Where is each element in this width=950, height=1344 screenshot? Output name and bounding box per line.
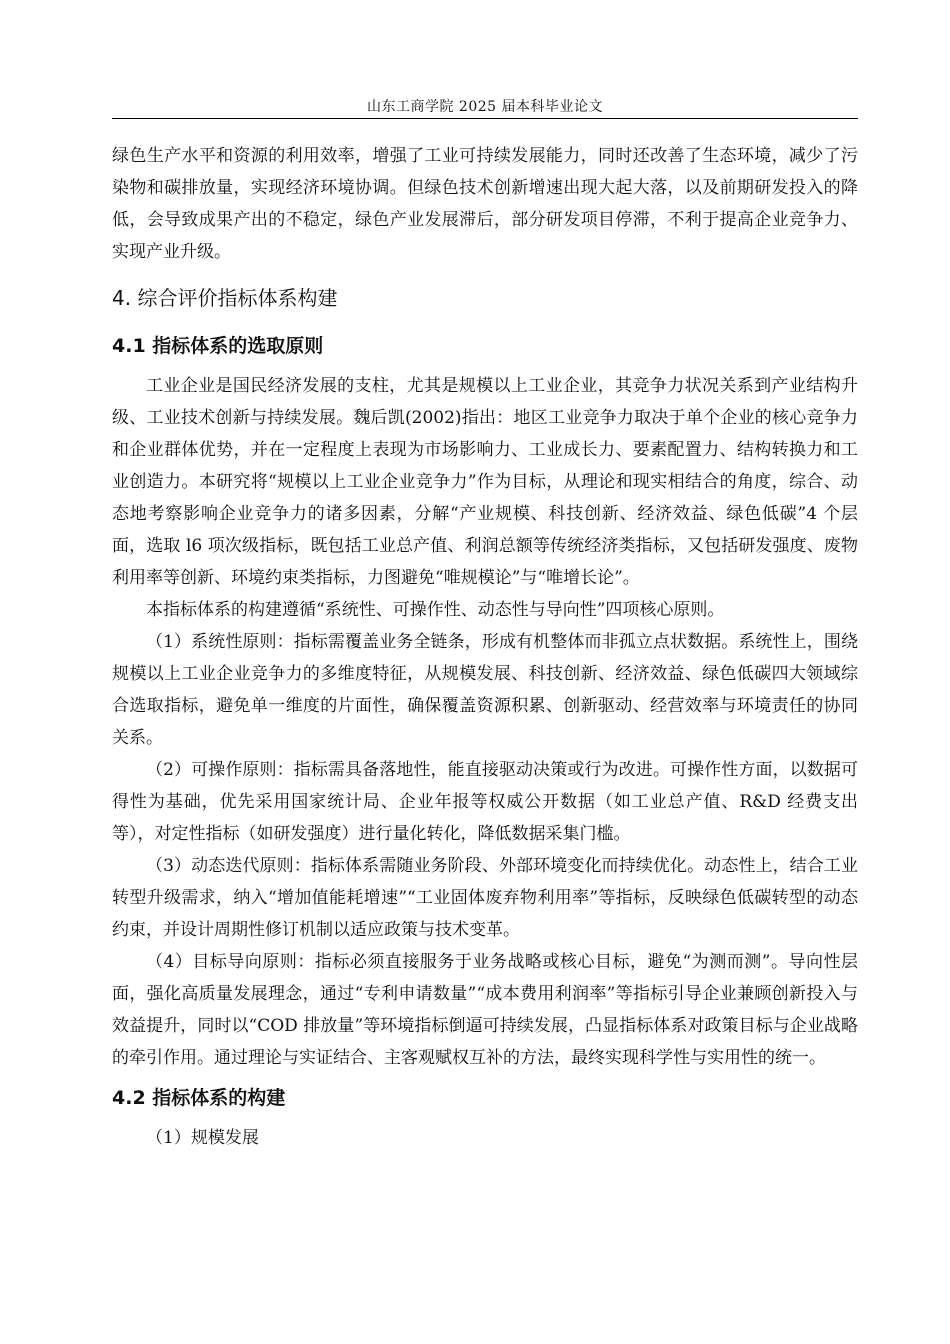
paragraph-dynamic-principle: （3）动态迭代原则：指标体系需随业务阶段、外部环境变化而持续优化。动态性上，结合工业转型升级需求，纳入“增加值能耗增速”“工业固体废弃物利用率”等指标，反映绿色低碳转型的动态约束，并设计周期性修订机制以适应政策与技术变革。 [112, 856, 858, 940]
page-content [112, 140, 858, 1154]
paragraph-industrial-enterprises: 工业企业是国民经济发展的支柱，尤其是规模以上工业企业，其竞争力状况关系到产业结构升级、工业技术创新与持续发展。魏后凯(2002)指出：地区工业竞争力取决于单个企业的核心竞争力和企业群体优势，并在一定程度上表现为市场影响力、工业成长力、要素配置力、结构转换力和工业创造力。本研究将“规模以上工业企业竞争力”作为目标，从理论和现实相结合的角度，综合、动态地考察影响企业竞争力的诸多因素，分解“产业规模、科技创新、经济效益、绿色低碳”4 个层面，选取 l6 项次级指标，既包括工业总产值、利润总额等传统经济类指标，又包括研发强度、废物利用率等创新、环境约束类指标，力图避免“唯规模论”与“唯增长论”。 [112, 376, 858, 588]
header-divider [112, 118, 858, 119]
paragraph-operability-principle: （2）可操作原则：指标需具备落地性，能直接驱动决策或行为改进。可操作性方面，以数据可得性为基础，优先采用国家统计局、企业年报等权威公开数据（如工业总产值、R&D 经费支出等），对定性指标（如研发强度）进行量化转化，降低数据采集门槛。 [112, 760, 858, 844]
paragraph-scale-development: （1）规模发展 [146, 1128, 259, 1148]
subsection-heading-4-1: 4.1 指标体系的选取原则 [112, 335, 324, 357]
intro-paragraph: 绿色生产水平和资源的利用效率，增强了工业可持续发展能力，同时还改善了生态环境，减少了污染物和碳排放量，实现经济环境协调。但绿色技术创新增速出现大起大落，以及前期研发投入的降低，会导致成果产出的不稳定，绿色产业发展滞后，部分研发项目停滞，不利于提高企业竞争力、实现产业升级。 [112, 146, 858, 262]
section-heading: 4. 综合评价指标体系构建 [112, 286, 338, 310]
paragraph-core-principles: 本指标体系的构建遵循“系统性、可操作性、动态性与导向性”四项核心原则。 [146, 600, 725, 620]
subsection-heading-4-2: 4.2 指标体系的构建 [112, 1087, 286, 1109]
paragraph-goal-oriented-principle: （4）目标导向原则：指标必须直接服务于业务战略或核心目标，避免“为测而测”。导向性层面，强化高质量发展理念，通过“专利申请数量”“成本费用利润率”等指标引导企业兼顾创新投入与效益提升，同时以“COD 排放量”等环境指标倒逼可持续发展，凸显指标体系对政策目标与企业战略的牵引作用。通过理论与实证结合、主客观赋权互补的方法，最终实现科学性与实用性的统一。 [112, 952, 858, 1068]
running-header: 山东工商学院 2025 届本科毕业论文 [366, 99, 604, 115]
paragraph-systematic-principle: （1）系统性原则：指标需覆盖业务全链条，形成有机整体而非孤立点状数据。系统性上，围绕规模以上工业企业竞争力的多维度特征，从规模发展、科技创新、经济效益、绿色低碳四大领域综合选取指标，避免单一维度的片面性，确保覆盖资源积累、创新驱动、经营效率与环境责任的协同关系。 [112, 632, 858, 748]
